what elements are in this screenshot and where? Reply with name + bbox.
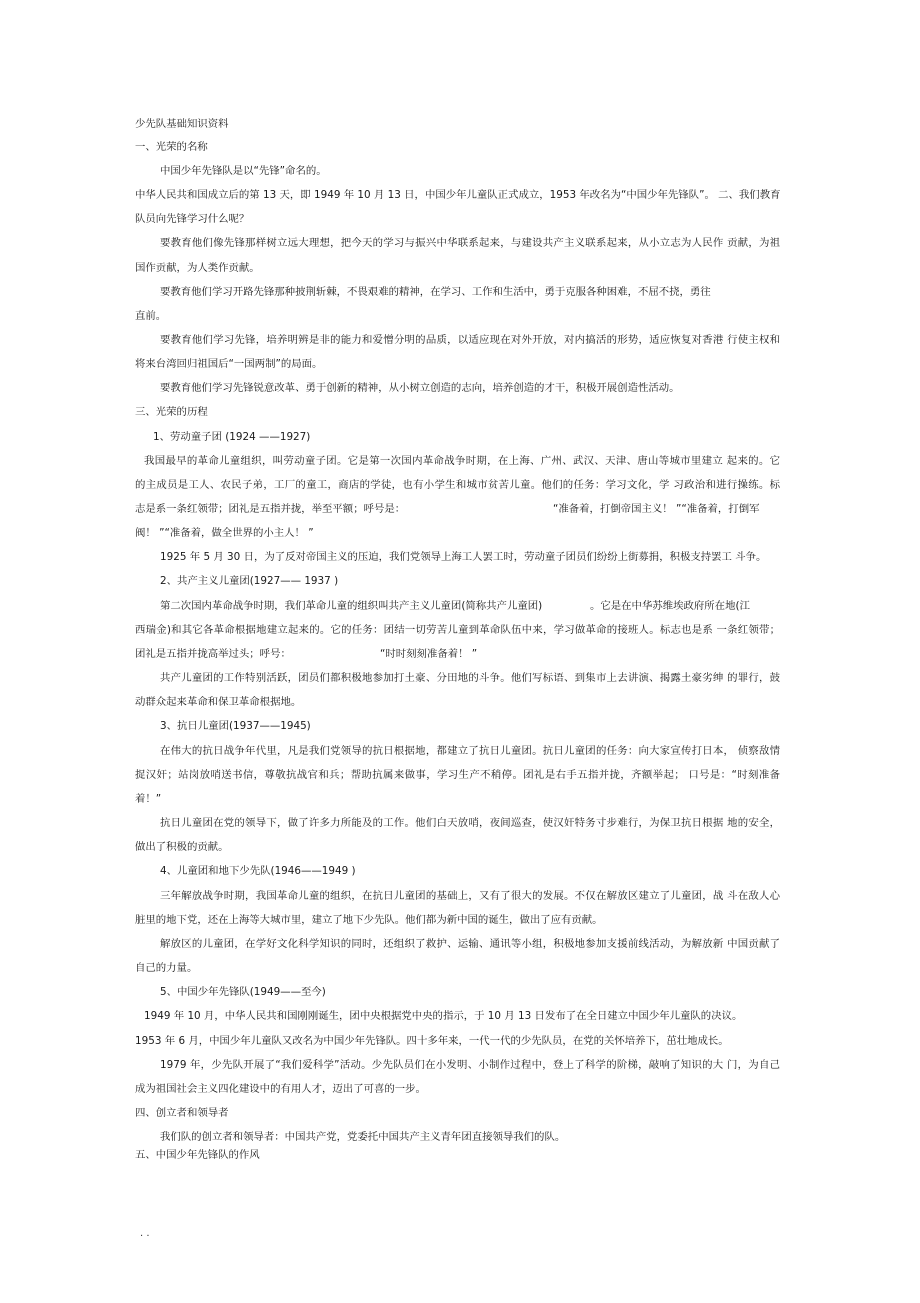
subsection-heading: 4、儿童团和地下少先队(1946——1949 ) — [160, 865, 356, 877]
paragraph-line: 第二次国内革命战争时期，我们革命儿童的组织叫共产主义儿童团(简称共产儿童团) — [160, 600, 543, 612]
paragraph-line: 团礼是五指并拢高举过头；呼号： — [135, 648, 291, 660]
paragraph-line: 要教育他们学习开路先锋那种披荆斩棘，不畏艰难的精神，在学习、工作和生活中，勇于克服各种困难，不屈不挠，勇往 — [160, 286, 711, 298]
page-footer-mark: . . — [140, 1228, 150, 1239]
paragraph-line: 自己的力量。 — [135, 962, 198, 974]
doc-title: 少先队基础知识资料 — [135, 118, 229, 130]
subsection-heading: 1、劳动童子团 (1924 ——1927) — [153, 431, 311, 443]
section-heading: 三、光荣的历程 — [135, 406, 208, 418]
slogan-text: “准备着，打倒帝国主义！ ”“准备着，打倒军 — [553, 503, 760, 515]
paragraph-line: 我们队的创立者和领导者：中国共产党，党委托中国共产主义青年团直接领导我们的队。 — [160, 1131, 566, 1143]
paragraph-line: 三年解放战争时期，我国革命儿童的组织，在抗日儿童团的基础上，又有了很大的发展。不仅在解放区建立了儿童团，战 斗在敌人心 — [160, 890, 780, 902]
paragraph-line: 国作贡献，为人类作贡献。 — [135, 262, 260, 274]
section-heading: 一、光荣的名称 — [135, 141, 208, 153]
paragraph-line: 我国最早的革命儿童组织，叫劳动童子团。它是第一次国内革命战争时期，在上海、广州、武汉、天津、唐山等城市里建立 起来的。它 — [144, 455, 780, 467]
paragraph-line: 捉汉奸；站岗放哨送书信，尊敬抗战官和兵；帮助抗属来做事，学习生产不稍停。团礼是右手五指并拢，齐额举起； 口号是：“时刻准备 — [135, 769, 780, 781]
paragraph-line: 志是系一条红领带；团礼是五指并拢，举至平额；呼号是： — [135, 503, 406, 515]
paragraph-line: 解放区的儿童团，在学好文化科学知识的同时，还组织了救护、运输、通讯等小组，积极地参加支援前线活动，为解放新 中国贡献了 — [160, 938, 780, 950]
paragraph-line: 中华人民共和国成立后的第 13 天，即 1949 年 10 月 13 日，中国少年儿童队正式成立，1953 年改名为“中国少年先锋队”。 二、我们教育 — [135, 189, 780, 201]
paragraph-line: 做出了积极的贡献。 — [135, 841, 229, 853]
subsection-heading: 5、中国少年先锋队(1949——至今) — [160, 986, 326, 998]
paragraph-line: 要教育他们学习先锋，培养明辨是非的能力和爱憎分明的品质，以适应现在对外开放，对内搞活的形势，适应恢复对香港 行使主权和 — [160, 334, 780, 346]
subsection-heading: 3、抗日儿童团(1937——1945) — [160, 720, 311, 732]
paragraph-line: 抗日儿童团在党的领导下，做了许多力所能及的工作。他们白天放哨，夜间巡查，使汉奸特务寸步难行，为保卫抗日根据 地的安全， — [160, 817, 780, 829]
paragraph-line: 的主成员是工人、农民子弟，工厂的童工，商店的学徒，也有小学生和城市贫苦儿童。他们的任务：学习文化，学 习政治和进行操练。标 — [135, 479, 780, 491]
paragraph-line: 队员向先锋学习什么呢？ — [135, 213, 250, 225]
paragraph-line: 要教育他们像先锋那样树立远大理想，把今天的学习与振兴中华联系起来，与建设共产主义联系起来，从小立志为人民作 贡献，为祖 — [160, 237, 780, 249]
paragraph-line: 脏里的地下党，还在上海等大城市里，建立了地下少先队。他们都为新中国的诞生，做出了应有贡献。 — [135, 914, 603, 926]
paragraph-line: 动群众起来革命和保卫革命根据地。 — [135, 696, 302, 708]
paragraph-line: 共产儿童团的工作特别活跃，团员们都积极地参加打土豪、分田地的斗争。他们写标语、到集市上去讲演、揭露土豪劣绅 的罪行，鼓 — [160, 672, 780, 684]
paragraph-line: 1953 年 6 月，中国少年儿童队又改名为中国少年先锋队。四十多年来，一代一代的少先队员，在党的关怀培养下，茁壮地成长。 — [135, 1035, 729, 1047]
paragraph-line: 西瑞金)和其它各革命根据地建立起来的。它的任务：团结一切劳苦儿童到革命队伍中来，学习做革命的接班人。标志也是系 一条红领带； — [135, 624, 780, 636]
paragraph-line: 。它是在中华苏维埃政府所在地(江 — [590, 600, 750, 612]
subsection-heading: 2、共产主义儿童团(1927—— 1937 ) — [160, 575, 339, 587]
paragraph-line: 成为祖国社会主义四化建设中的有用人才，迈出了可喜的一步。 — [135, 1083, 426, 1095]
paragraph-line: 将来台湾回归祖国后“一国两制”的局面。 — [135, 358, 323, 370]
section-heading: 五、中国少年先锋队的作风 — [135, 1149, 260, 1161]
paragraph-line: 1979 年，少先队开展了“我们爱科学”活动。少先队员们在小发明、小制作过程中，登上了科学的阶梯，敲响了知识的大 门，为自己 — [160, 1059, 780, 1071]
paragraph-line: 直前。 — [135, 310, 167, 322]
paragraph-line: 1949 年 10 月，中华人民共和国刚刚诞生，团中央根据党中央的指示，于 10 月 13 日发布了在全日建立中国少年儿童队的决议。 — [144, 1010, 743, 1022]
section-heading: 四、创立者和领导者 — [135, 1107, 229, 1119]
paragraph-line: 中国少年先锋队是以“先锋”命名的。 — [160, 165, 327, 177]
paragraph-line: 在伟大的抗日战争年代里，凡是我们党领导的抗日根据地，都建立了抗日儿童团。抗日儿童团的任务：向大家宣传打日本， 侦察敌情 — [160, 745, 780, 757]
slogan-text: “时时刻刻准备着！ ” — [380, 648, 478, 660]
paragraph-line: 着！” — [135, 793, 162, 805]
paragraph-line: 1925 年 5 月 30 日，为了反对帝国主义的压迫，我们党领导上海工人罢工时，劳动童子团员们纷纷上街募捐，积极支持罢工 斗争。 — [160, 551, 767, 563]
paragraph-line: 要教育他们学习先锋锐意改革、勇于创新的精神，从小树立创造的志向，培养创造的才干，积极开展创造性活动。 — [160, 382, 680, 394]
paragraph-line: 阀！ ”“准备着，做全世界的小主人！ ” — [135, 527, 314, 539]
